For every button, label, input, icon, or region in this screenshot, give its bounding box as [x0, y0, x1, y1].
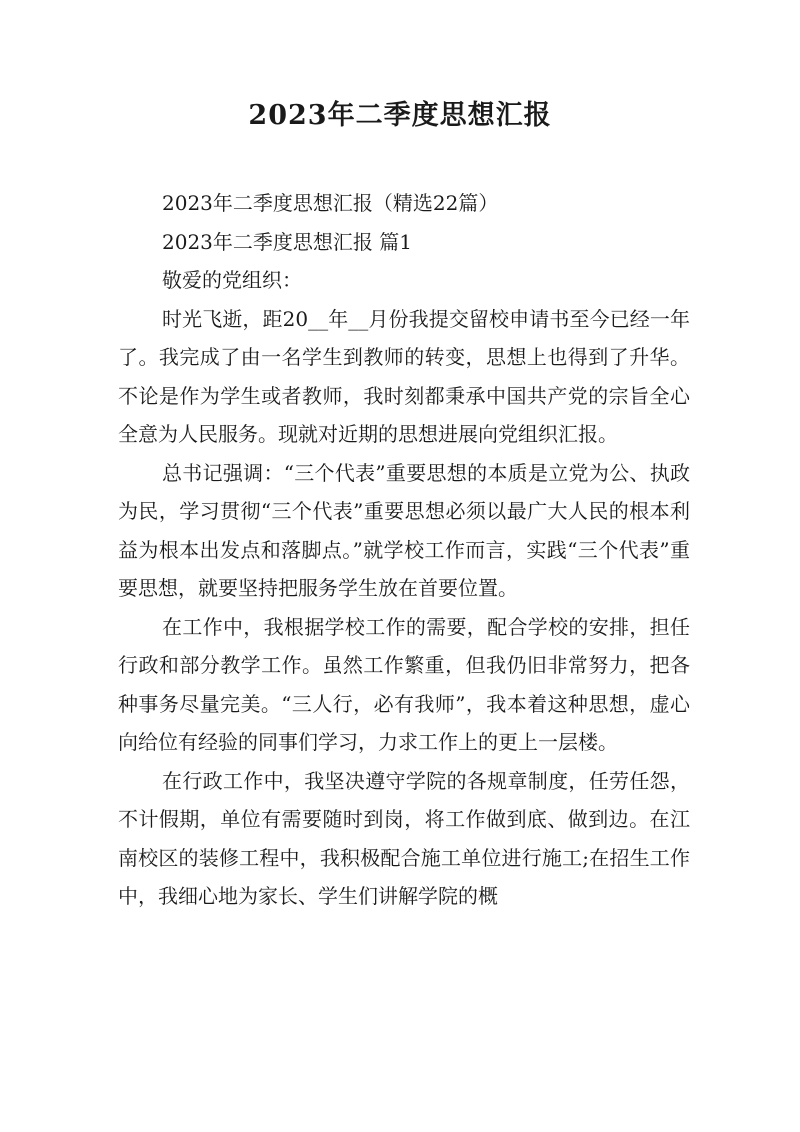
document-body	[118, 184, 690, 916]
body-paragraph: 在工作中，我根据学校工作的需要，配合学校的安排，担任行政和部分教学工作。虽然工作繁重，但我仍旧非常努力，把各种事务尽量完美。“三人行，必有我师”，我本着这种思想，虚心向给位有经验的同事们学习，力求工作上的更上一层楼。	[118, 614, 690, 754]
body-paragraph: 时光飞逝，距20__年__月份我提交留校申请书至今已经一年了。我完成了由一名学生到教师的转变，思想上也得到了升华。不论是作为学生或者教师，我时刻都秉承中国共产党的宗旨全心全意为人民服务。现就对近期的思想进展向党组织汇报。	[118, 306, 690, 446]
section-heading: 2023年二季度思想汇报 篇1	[162, 229, 412, 254]
subtitle-line: 2023年二季度思想汇报（精选22篇）	[162, 191, 499, 215]
salutation: 敬爱的党组织：	[162, 268, 302, 292]
document-title: 2023年二季度思想汇报	[248, 100, 552, 131]
body-paragraph: 在行政工作中，我坚决遵守学院的各规章制度，任劳任怨，不计假期，单位有需要随时到岗，将工作做到底、做到边。在江南校区的装修工程中，我积极配合施工单位进行施工;在招生工作中，我细心地为家长、学生们讲解学院的概	[118, 768, 690, 908]
body-paragraph: 总书记强调：“三个代表”重要思想的本质是立党为公、执政为民，学习贯彻“三个代表”重要思想必须以最广大人民的根本利益为根本出发点和落脚点。”就学校工作而言，实践“三个代表”重要思想，就要坚持把服务学生放在首要位置。	[118, 460, 690, 600]
